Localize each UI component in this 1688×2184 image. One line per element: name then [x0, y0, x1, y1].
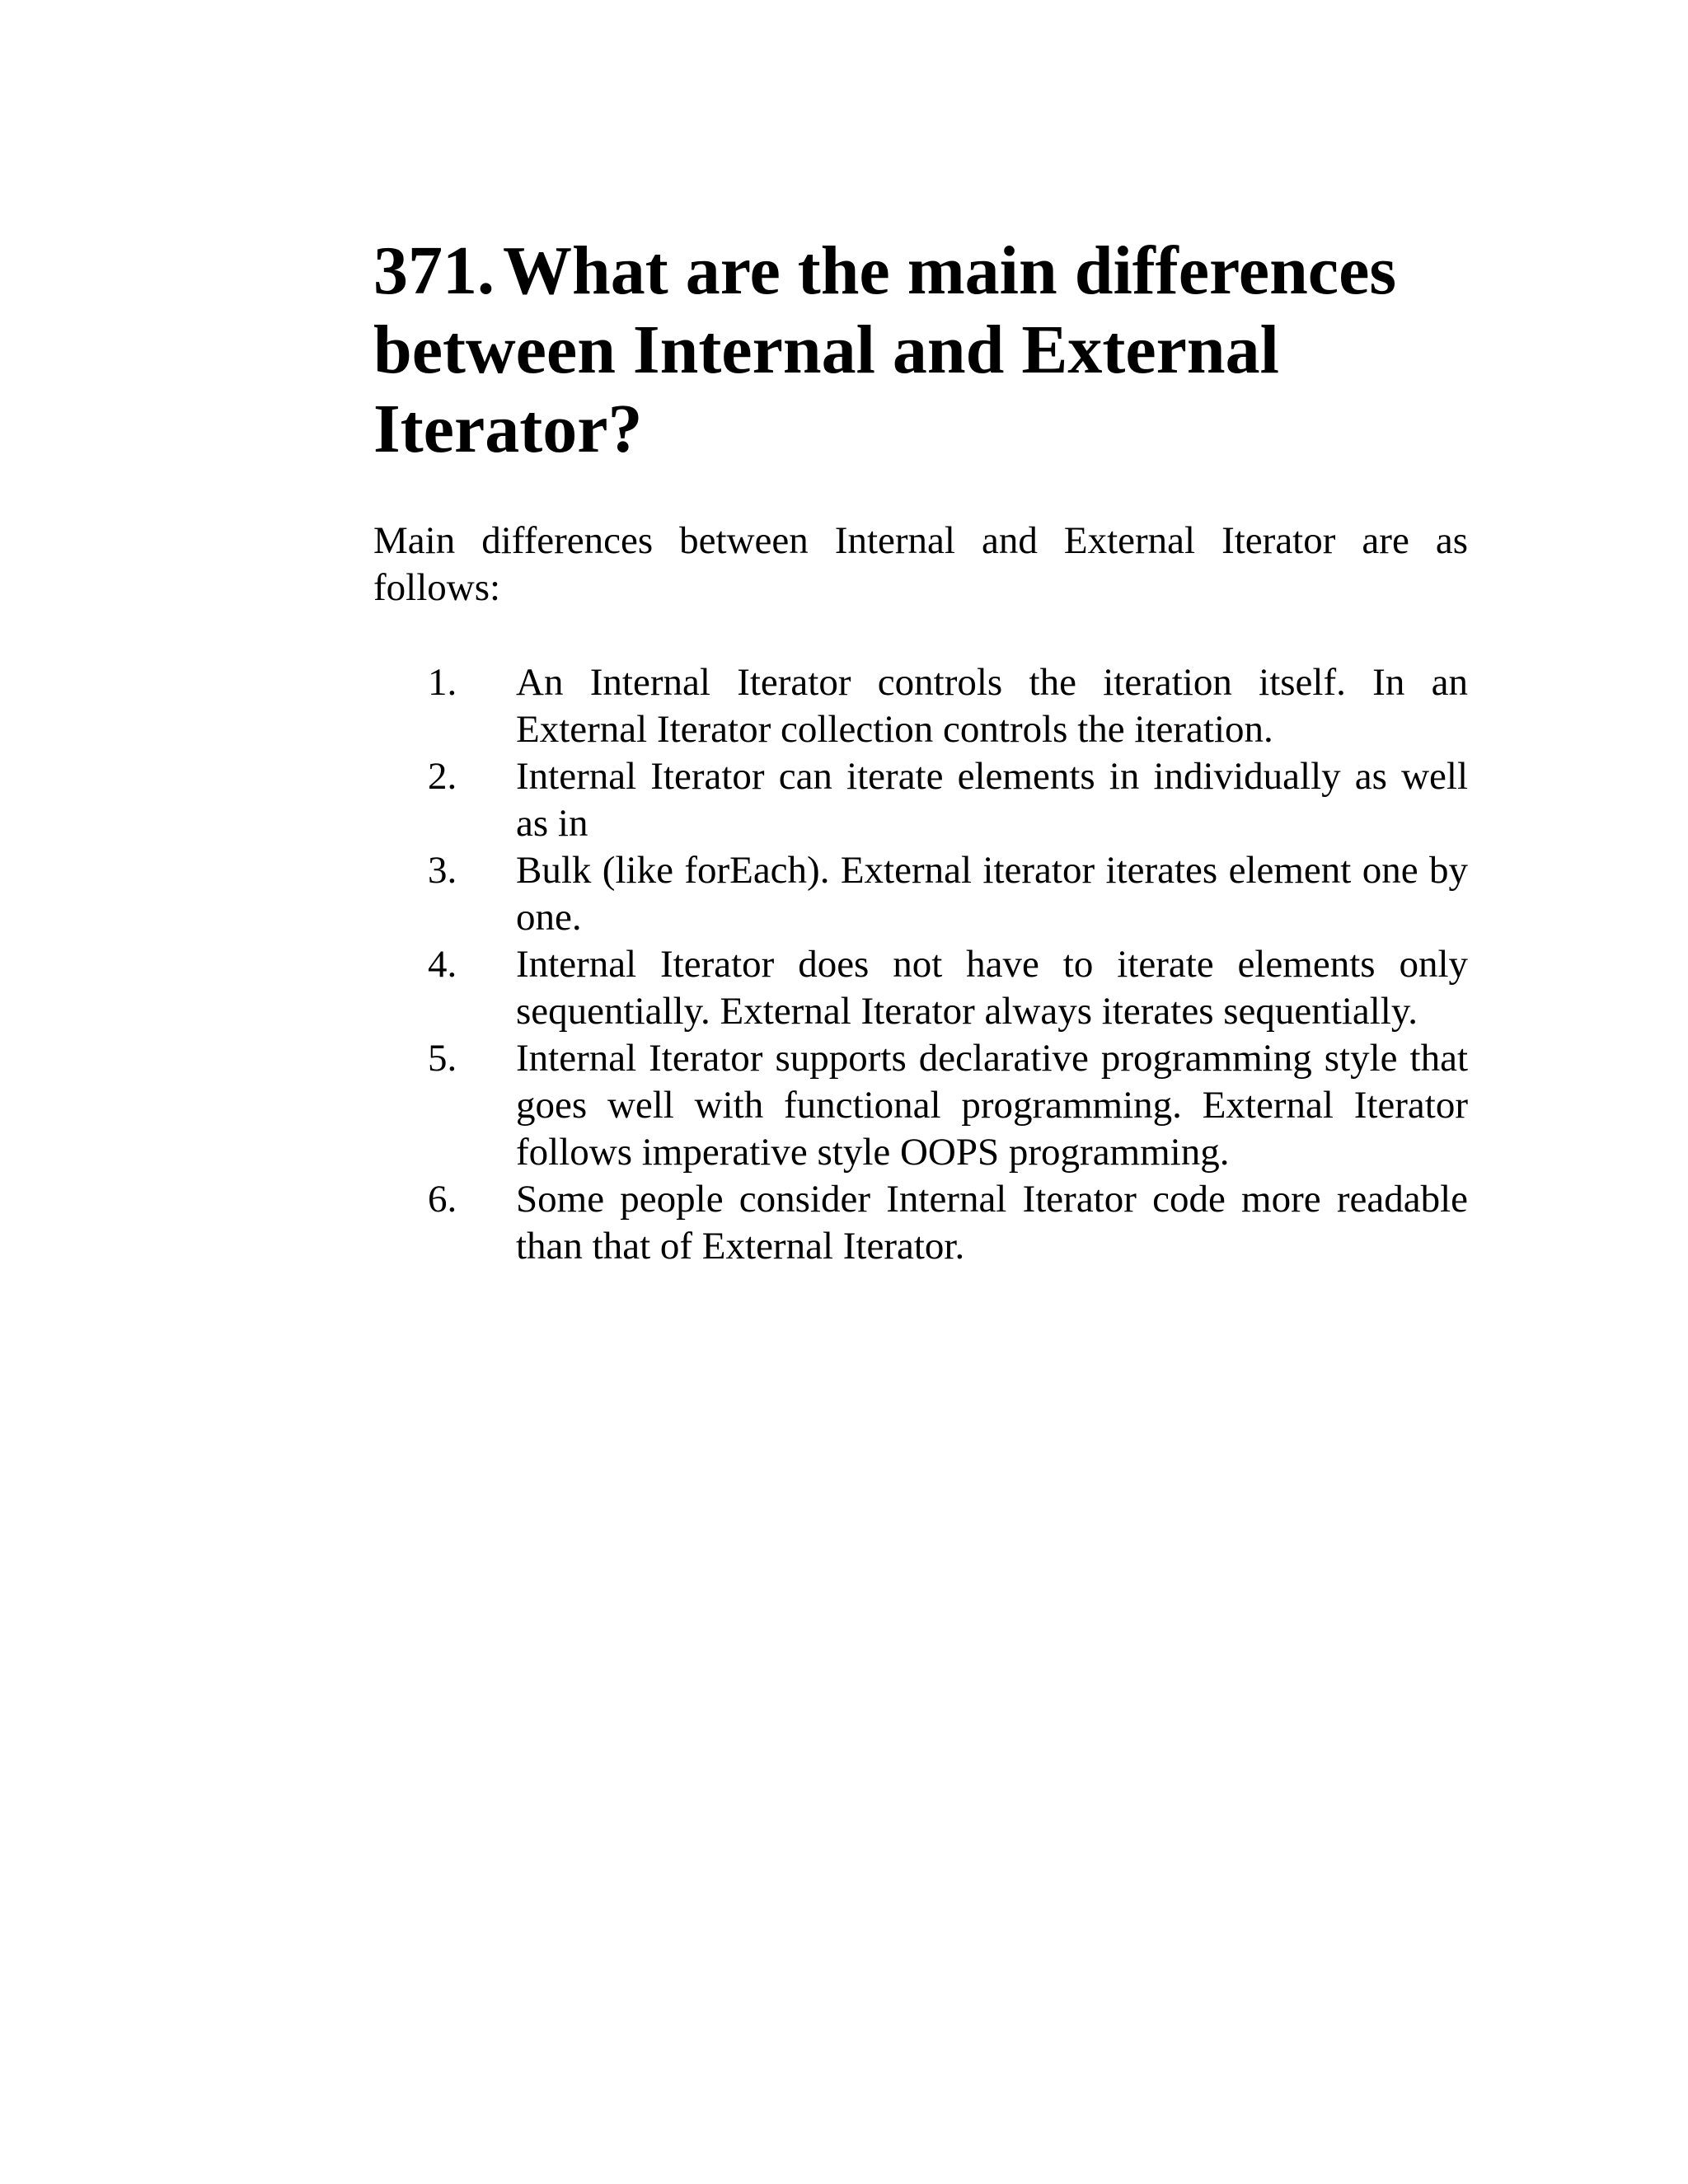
question-text: What are the main differences between Internal and External Iterator?	[373, 232, 1397, 467]
differences-list	[373, 659, 1468, 1270]
list-item	[373, 753, 1468, 847]
list-item-number: 6.	[428, 1178, 457, 1221]
list-item	[373, 1176, 1468, 1270]
question-number: 371.	[373, 232, 495, 309]
list-item-text: Internal Iterator supports declarative programming style that goes well with functional programming. External Iterator follows imperative style OOPS programming.	[516, 1037, 1468, 1174]
question-heading	[373, 232, 1468, 469]
list-item-number: 2.	[428, 755, 457, 798]
list-item-text: Internal Iterator can iterate elements in individually as well as in	[516, 755, 1468, 845]
list-item-text: Internal Iterator does not have to iterate elements only sequentially. External Iterator always iterates sequentially.	[516, 943, 1468, 1033]
list-item-text: Bulk (like forEach). External iterator iterates element one by one.	[516, 849, 1468, 939]
list-item-number: 1.	[428, 661, 457, 704]
list-item-text: Some people consider Internal Iterator code more readable than that of External Iterator.	[516, 1178, 1468, 1268]
list-item	[373, 847, 1468, 941]
list-item	[373, 1035, 1468, 1176]
list-item-number: 4.	[428, 943, 457, 986]
list-item-text: An Internal Iterator controls the iteration itself. In an External Iterator collection controls the iteration.	[516, 661, 1468, 751]
list-item	[373, 659, 1468, 753]
list-item-number: 5.	[428, 1037, 457, 1080]
list-item-number: 3.	[428, 849, 457, 892]
intro-paragraph: Main differences between Internal and External Iterator are as follows:	[373, 519, 1468, 609]
list-item	[373, 941, 1468, 1035]
